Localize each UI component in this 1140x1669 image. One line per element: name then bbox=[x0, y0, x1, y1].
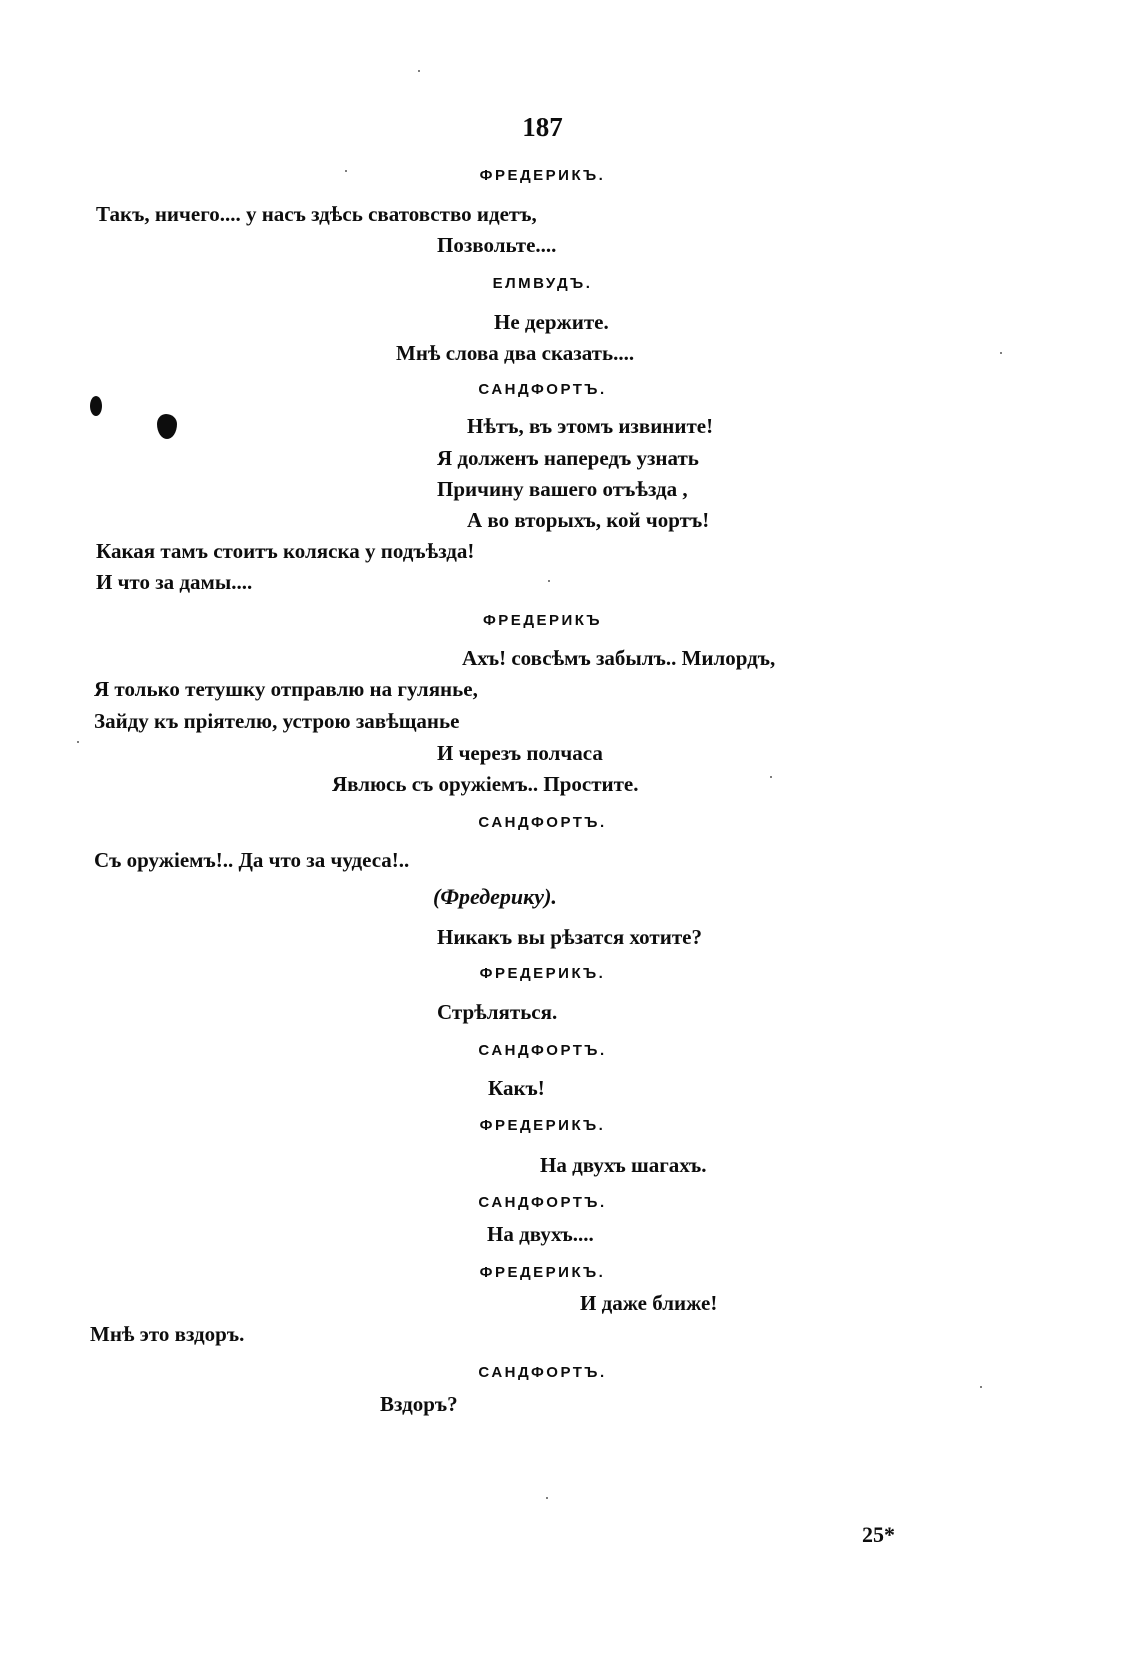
dust-speck bbox=[548, 580, 550, 582]
speaker-name: ФРЕДЕРИКЪ bbox=[483, 612, 602, 629]
verse-line: Ахъ! совсѣмъ забылъ.. Милордъ, bbox=[462, 646, 776, 670]
verse-line: И даже ближе! bbox=[580, 1291, 718, 1315]
verse-line: Мнѣ слова два сказать.... bbox=[396, 341, 635, 365]
stage-direction: (Фредерику). bbox=[433, 884, 557, 909]
speaker-name: ФРЕДЕРИКЪ. bbox=[479, 965, 606, 982]
speaker-name: ЕЛМВУДЪ. bbox=[492, 275, 593, 292]
speaker-name: САНДФОРТЪ. bbox=[478, 1364, 607, 1381]
verse-line: Какая тамъ стоитъ коляска у подъѣзда! bbox=[96, 539, 475, 563]
verse-line: Не держите. bbox=[494, 310, 609, 334]
verse-line: Никакъ вы рѣзатся хотите? bbox=[437, 925, 702, 949]
verse-line: Явлюсь съ оружіемъ.. Простите. bbox=[332, 772, 639, 796]
verse-line: Какъ! bbox=[488, 1076, 545, 1100]
verse-line: И черезъ полчаса bbox=[437, 741, 603, 765]
page-number: 187 bbox=[522, 112, 563, 142]
ink-blot bbox=[90, 396, 102, 416]
verse-line: А во вторыхъ, кой чортъ! bbox=[467, 508, 710, 532]
verse-line: Стрѣляться. bbox=[437, 1000, 558, 1024]
verse-line: Причину вашего отъѣзда , bbox=[437, 477, 688, 501]
verse-line: Зайду къ пріятелю, устрою завѣщанье bbox=[94, 709, 460, 733]
speaker-name: ФРЕДЕРИКЪ. bbox=[479, 1117, 606, 1134]
verse-line: На двухъ.... bbox=[487, 1222, 594, 1246]
verse-line: Нѣтъ, въ этомъ извините! bbox=[467, 414, 714, 438]
speaker-name: ФРЕДЕРИКЪ. bbox=[479, 1264, 606, 1281]
verse-line: Позвольте.... bbox=[437, 233, 557, 257]
verse-line: Я только тетушку отправлю на гулянье, bbox=[94, 677, 478, 701]
dust-speck bbox=[546, 1497, 548, 1499]
speaker-name: САНДФОРТЪ. bbox=[478, 814, 607, 831]
verse-line: Такъ, ничего.... у насъ здѣсь сватовство идетъ, bbox=[96, 202, 537, 226]
dust-speck bbox=[770, 776, 772, 778]
verse-line: Мнѣ это вздоръ. bbox=[90, 1322, 245, 1346]
dust-speck bbox=[345, 170, 347, 172]
speaker-name: САНДФОРТЪ. bbox=[478, 1194, 607, 1211]
ink-blot bbox=[157, 414, 177, 439]
dust-speck bbox=[1000, 352, 1002, 354]
dust-speck bbox=[980, 1386, 982, 1388]
verse-line: Съ оружіемъ!.. Да что за чудеса!.. bbox=[94, 848, 410, 872]
signature-mark: 25* bbox=[862, 1522, 895, 1547]
speaker-name: ФРЕДЕРИКЪ. bbox=[479, 167, 606, 184]
dust-speck bbox=[77, 741, 79, 743]
verse-line: Я долженъ напередъ узнать bbox=[437, 446, 699, 470]
verse-line: И что за дамы.... bbox=[96, 570, 253, 594]
verse-line: Вздоръ? bbox=[380, 1392, 458, 1416]
speaker-name: САНДФОРТЪ. bbox=[478, 381, 607, 398]
dust-speck bbox=[418, 70, 420, 72]
verse-line: На двухъ шагахъ. bbox=[540, 1153, 707, 1177]
speaker-name: САНДФОРТЪ. bbox=[478, 1042, 607, 1059]
